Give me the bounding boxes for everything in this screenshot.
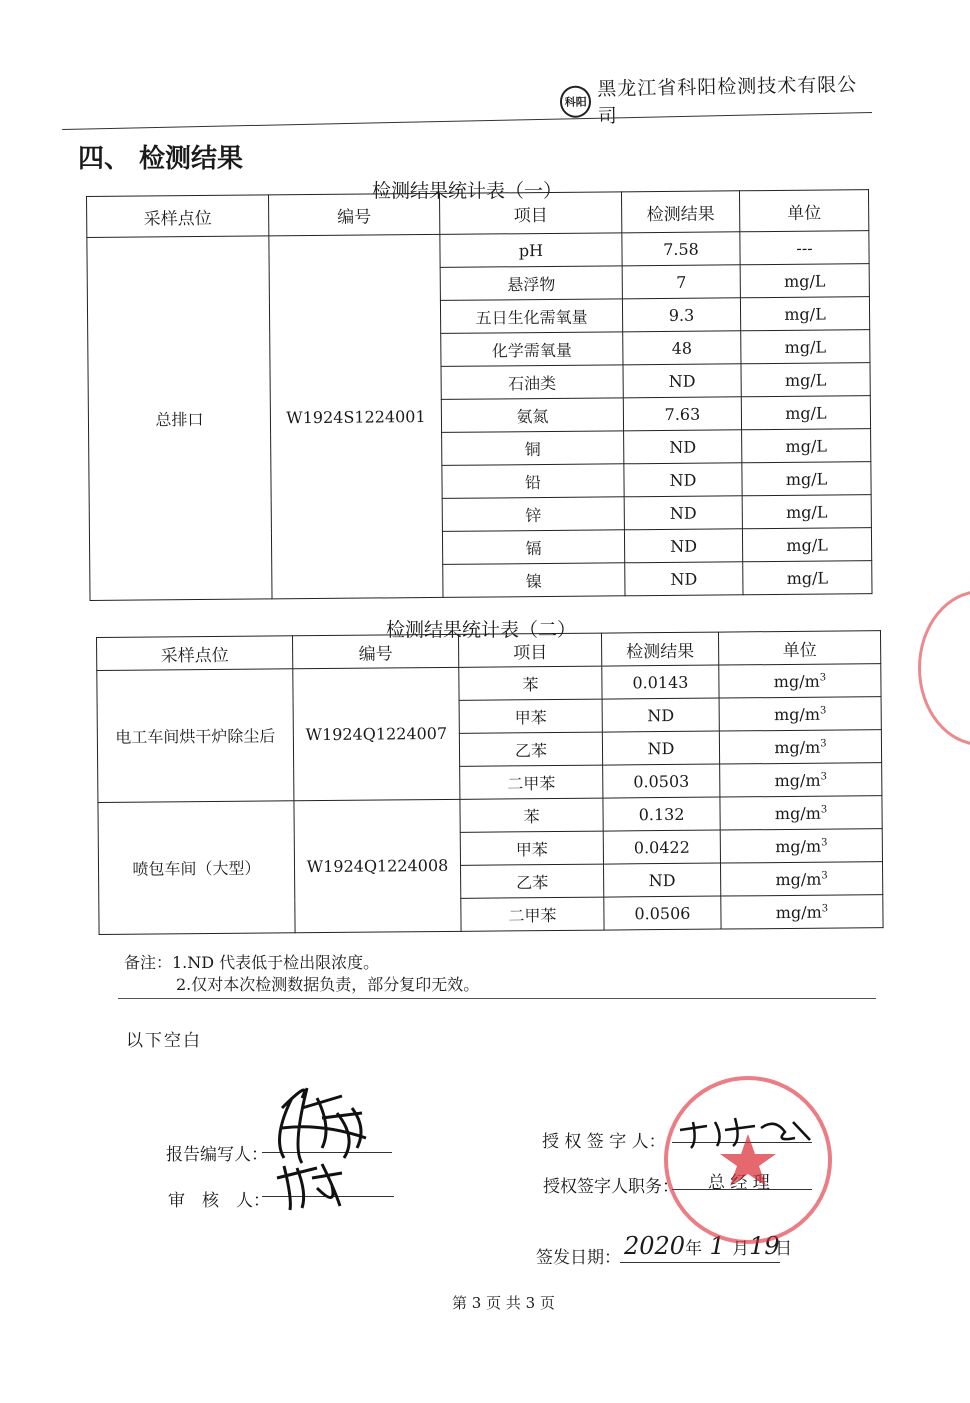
issue-date-label: 签发日期：	[536, 1248, 621, 1268]
edge-seal-stamp	[918, 590, 970, 746]
result-cell: ND	[602, 698, 719, 732]
table2-header-cell: 编号	[292, 634, 458, 668]
item-cell: 铅	[442, 464, 624, 499]
table1-header-cell: 项目	[439, 192, 621, 235]
page-number: 第 3 页 共 3 页	[452, 1294, 555, 1312]
item-cell: 悬浮物	[440, 266, 622, 301]
results-table-2	[96, 630, 884, 935]
unit-cell: $mg/m^3$	[720, 862, 882, 896]
table1-header-cell: 检测结果	[621, 191, 739, 233]
blank-below-text: 以下空白	[126, 1031, 202, 1051]
item-cell: 甲苯	[460, 831, 603, 865]
item-cell: 乙苯	[461, 864, 604, 898]
authorized-title-value: 总 经 理	[708, 1173, 770, 1193]
result-cell: 9.3	[622, 298, 740, 332]
item-cell: 二甲苯	[461, 897, 604, 931]
day-suffix: 日	[775, 1239, 793, 1259]
item-cell: 苯	[460, 798, 603, 832]
unit-cell: $mg/m^3$	[719, 664, 881, 698]
sample-code-cell: W1924S1224001	[269, 234, 443, 598]
table1-header-cell: 单位	[739, 190, 868, 232]
company-logo-icon: 科阳	[560, 85, 592, 118]
authorized-title-label: 授权签字人职务：	[543, 1177, 679, 1197]
result-cell: 7	[622, 265, 740, 299]
item-cell: 甲苯	[459, 699, 602, 733]
item-cell: 镍	[443, 563, 625, 598]
result-cell: 0.0503	[603, 764, 720, 798]
site-cell: 电工车间烘干炉除尘后	[97, 669, 294, 803]
result-cell: ND	[624, 496, 742, 530]
unit-cell: mg/L	[741, 363, 870, 397]
site-cell: 喷包车间（大型）	[98, 801, 295, 935]
item-cell: 五日生化需氧量	[440, 299, 622, 334]
result-cell: 7.58	[622, 232, 740, 266]
unit-cell: mg/L	[740, 264, 869, 298]
table1-caption: 检测结果统计表（一）	[372, 180, 563, 202]
issue-month: 1	[709, 1232, 725, 1260]
result-cell: ND	[604, 863, 721, 897]
issue-day: 19	[749, 1232, 780, 1260]
result-cell: 0.0422	[603, 830, 720, 864]
results-table-1	[86, 189, 873, 601]
item-cell: 化学需氧量	[441, 332, 623, 367]
unit-cell: mg/L	[742, 495, 871, 529]
result-cell: ND	[624, 529, 742, 563]
writer-label: 报告编写人：	[166, 1145, 268, 1165]
item-cell: 二甲苯	[460, 765, 603, 799]
company-name: 黑龙江省科阳检测技术有限公司	[597, 73, 858, 128]
result-cell: 0.0506	[604, 896, 721, 930]
sample-code-cell: W1924Q1224007	[293, 667, 460, 800]
unit-cell: mg/L	[742, 429, 871, 463]
table2-header-cell: 检测结果	[601, 632, 718, 666]
item-cell: 铜	[442, 431, 624, 466]
issue-year: 2020	[624, 1232, 686, 1260]
issue-date-underline	[620, 1262, 780, 1263]
table1-header-cell: 采样点位	[87, 195, 269, 238]
unit-cell: $mg/m^3$	[720, 763, 882, 797]
unit-cell: $mg/m^3$	[719, 697, 881, 731]
unit-cell: mg/L	[743, 561, 872, 595]
unit-cell: $mg/m^3$	[720, 796, 882, 830]
table2-header-cell: 项目	[458, 633, 601, 667]
result-cell: ND	[624, 430, 742, 464]
unit-cell: mg/L	[741, 330, 870, 364]
table2-caption: 检测结果统计表（二）	[386, 619, 577, 641]
sample-code-cell: W1924Q1224008	[294, 799, 461, 932]
result-cell: 0.0143	[602, 665, 719, 699]
unit-cell: $mg/m^3$	[719, 730, 881, 764]
result-cell: ND	[624, 463, 742, 497]
table2-header-cell: 单位	[718, 631, 880, 665]
result-cell: 7.63	[623, 397, 741, 431]
table1-header-cell: 编号	[268, 193, 439, 235]
unit-cell: mg/L	[742, 528, 871, 562]
site-cell: 总排口	[87, 236, 272, 601]
section-title: 四、 检测结果	[78, 144, 244, 174]
unit-cell: mg/L	[741, 396, 870, 430]
unit-cell: ---	[740, 231, 869, 265]
writer-signature	[262, 1068, 392, 1218]
item-cell: 锌	[442, 497, 624, 532]
item-cell: 石油类	[441, 365, 623, 400]
reviewer-label: 审 核 人：	[168, 1191, 270, 1211]
remark-line: 2.仅对本次检测数据负责，部分复印无效。	[176, 975, 480, 994]
year-suffix: 年	[685, 1239, 703, 1259]
item-cell: pH	[440, 233, 622, 268]
unit-cell: mg/L	[740, 297, 869, 331]
item-cell: 氨氮	[441, 398, 623, 433]
company-seal-stamp	[658, 1070, 838, 1250]
item-cell: 乙苯	[459, 732, 602, 766]
result-cell: 48	[623, 331, 741, 365]
remarks	[124, 952, 479, 996]
unit-cell: mg/L	[742, 462, 871, 496]
remark-line: 备注：1.ND 代表低于检出限浓度。	[124, 953, 380, 972]
authorized-signatory-label: 授 权 签 字 人：	[542, 1132, 666, 1152]
unit-cell: $mg/m^3$	[721, 895, 883, 929]
result-cell: 0.132	[603, 797, 720, 831]
table2-header-cell: 采样点位	[97, 636, 293, 671]
item-cell: 苯	[459, 666, 602, 700]
unit-cell: $mg/m^3$	[720, 829, 882, 863]
month-suffix: 月	[732, 1239, 750, 1259]
item-cell: 镉	[442, 530, 624, 565]
notes-divider	[118, 998, 876, 999]
result-cell: ND	[602, 731, 719, 765]
result-cell: ND	[623, 364, 741, 398]
result-cell: ND	[625, 562, 743, 596]
